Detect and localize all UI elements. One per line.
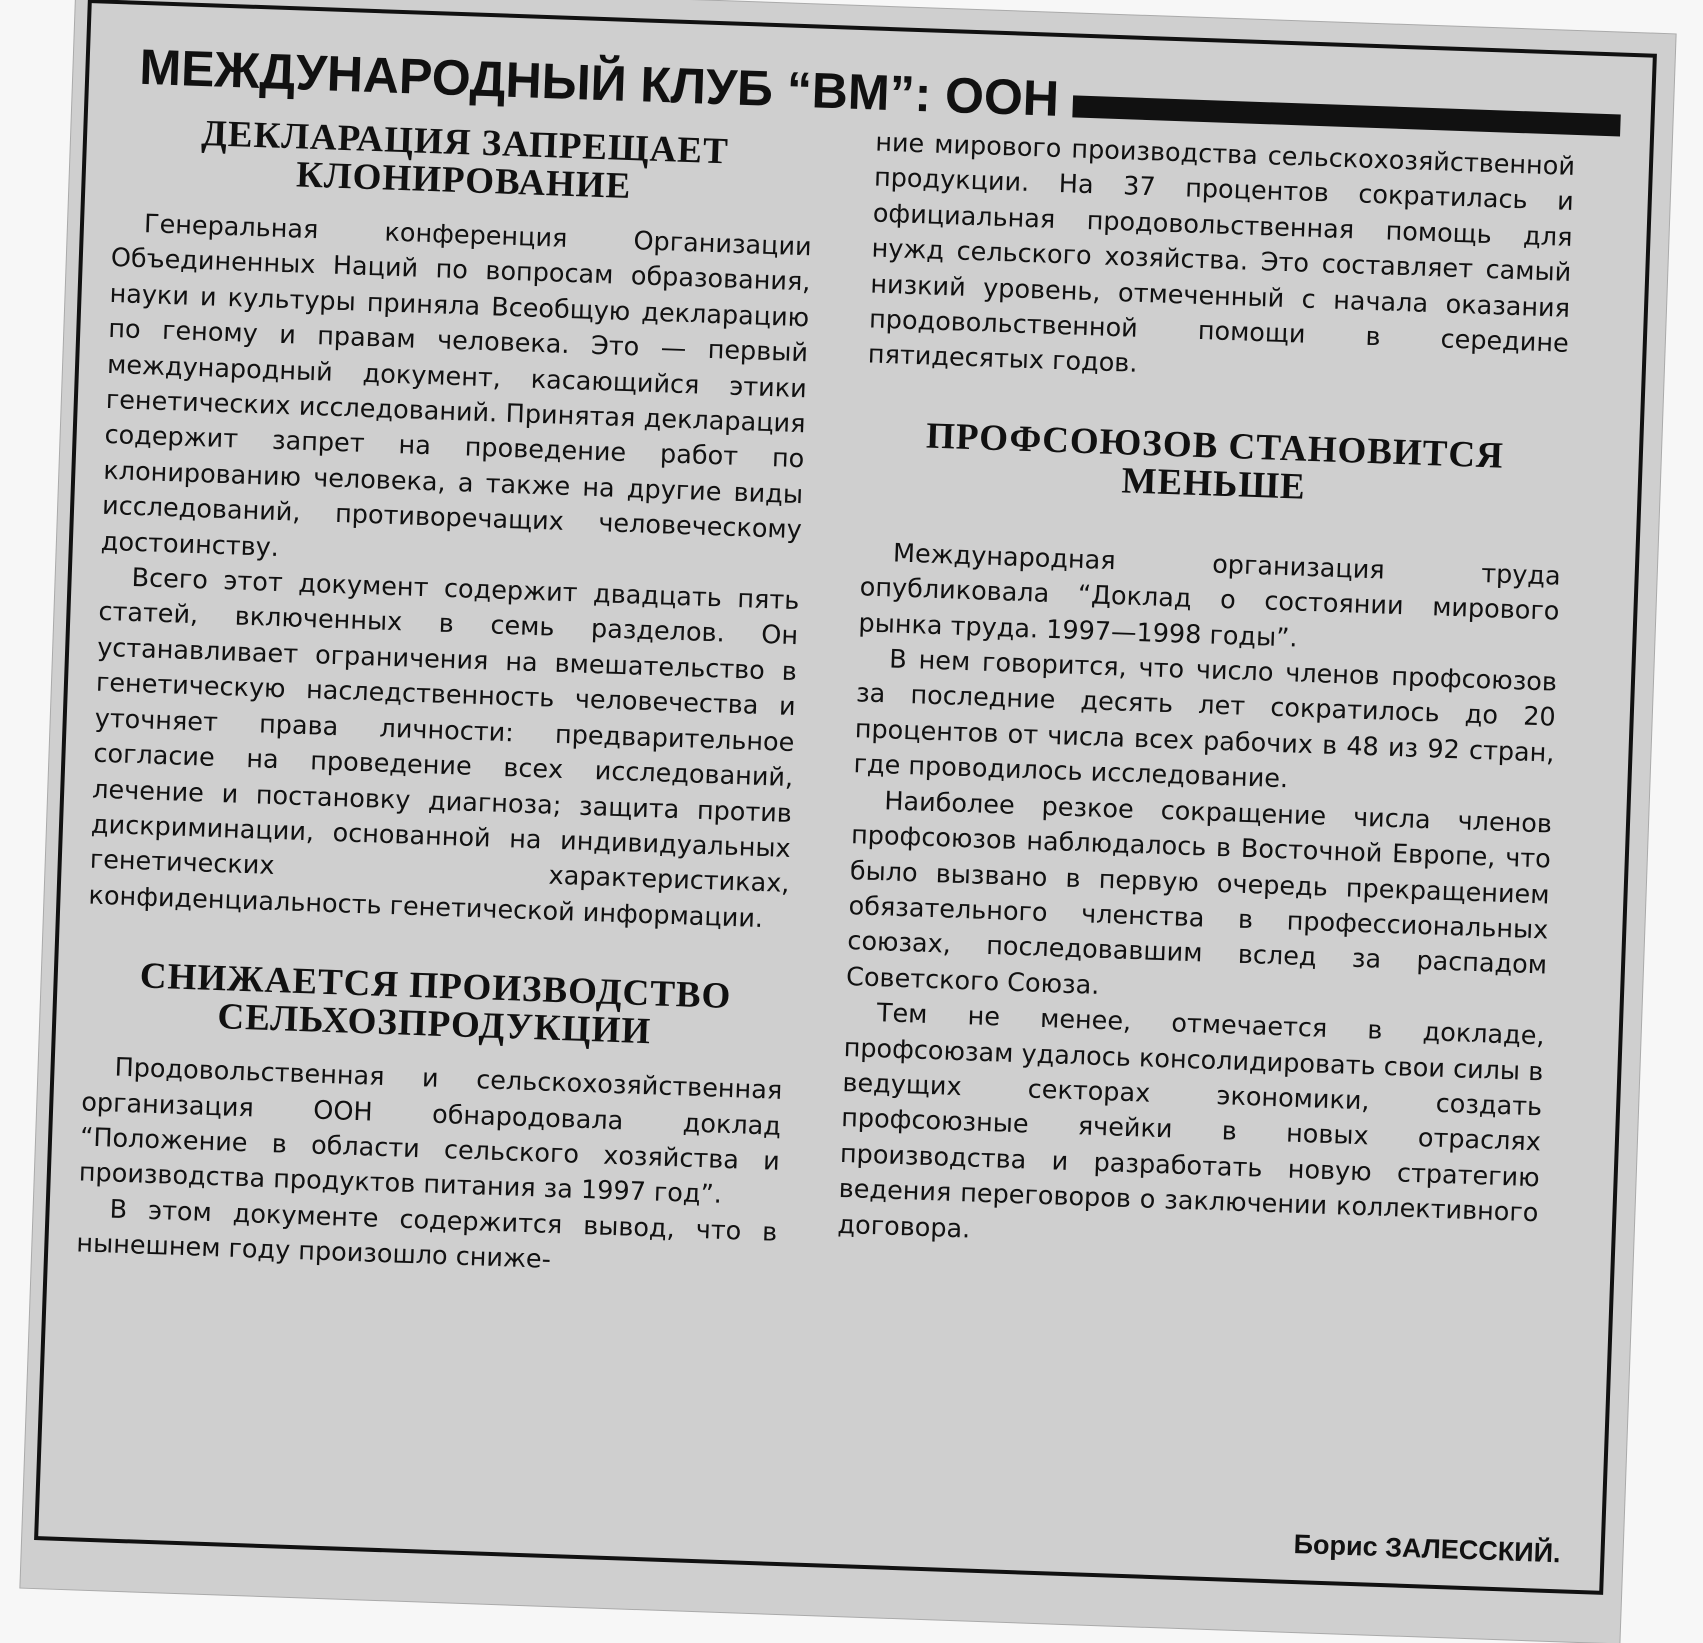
cloning-paragraph-1: Генеральная конференция Организации Объединенных Наций по вопросам образования, науки и культуры приняла Всеобщую декларацию по геному и правам человека. Это — первый международный документ, касающийся этики генетических исследований. Принятая декларация содержит запрет на проведение работ по клонированию человека, а также на другие виды исследований, противоречащих человеческому достоинству. — [100, 209, 813, 563]
left-column — [76, 112, 816, 1286]
newspaper-clipping — [20, 0, 1675, 1643]
right-column — [837, 126, 1576, 1268]
unions-paragraph-4: Тем не менее, отмечается в докладе, профсоюзам удалось консолидировать свои силы в ведущих секторах экономики, создать профсоюзные ячейки в новых отраслях производства и разработать новую стратегию ведения переговоров о заключении коллективного договора. — [837, 998, 1546, 1245]
unions-paragraph-2: В нем говорится, что число членов профсоюзов за последние десять лет сократилось до 20 процентов от числа всех рабочих в 48 из 92 стран, где проводилось исследование. — [853, 644, 1558, 795]
rubric-title: МЕЖДУНАРОДНЫЙ КЛУБ “ВМ”: ООН — [138, 38, 1060, 127]
headline-cloning: ДЕКЛАРАЦИЯ ЗАПРЕЩАЕТ КЛОНИРОВАНИЕ — [200, 113, 730, 208]
agriculture-paragraph-1: Продовольственная и сельскохозяйственная организация ООН обнародовала доклад “Положение в области сельского хозяйства и производства продуктов питания за 1997 год”. — [78, 1052, 783, 1211]
unions-paragraph-3: Наиболее резкое сокращение числа членов профсоюзов наблюдалось в Восточной Европе, что было вызвано в первую очередь прекращением обязательного членства в профессиональных союзах, последовавшим вслед за распадом Советского Союза. — [845, 785, 1553, 1001]
author-signature: Борис ЗАЛЕССКИЙ. — [1293, 1529, 1562, 1569]
headline-trade-unions: ПРОФСОЮЗОВ СТАНОВИТСЯ МЕНЬШЕ — [925, 415, 1505, 508]
cloning-paragraph-2: Всего этот документ содержит двадцать пять статей, включенных в семь разделов. Он устанавливает ограничения на вмешательство в генетическую наследственность человечества и уточняет права личности: предварительное согласие на проведение всех исследований, лечение и постановку диагноза; защита против дискриминации, основанной на индивидуальных генетических характеристиках, конфиденциальность генетической информации. — [88, 562, 800, 934]
headline-agriculture: СНИЖАЕТСЯ ПРОИЗВОДСТВО СЕЛЬХОЗПРОДУКЦИИ — [139, 955, 733, 1053]
rubric-bar — [1072, 95, 1621, 136]
agriculture-paragraph-2: В этом документе содержится вывод, что в нынешнем году произошло сниже- — [75, 1194, 778, 1276]
unions-paragraph-1: Международная организация труда опубликовала “Доклад о состоянии мирового рынка труда. 1997—1998 годы”. — [858, 538, 1562, 654]
agriculture-continuation: ние мирового производства сельскохозяйственной продукции. На 37 процентов сократилась и официальная продовольственная помощь для нужд сельского хозяйства. Это составляет самый низкий уровень, отмеченный с начала оказания продовольственной помощи в середине пятидесятых годов. — [867, 127, 1576, 380]
article-frame — [34, 0, 1657, 1595]
